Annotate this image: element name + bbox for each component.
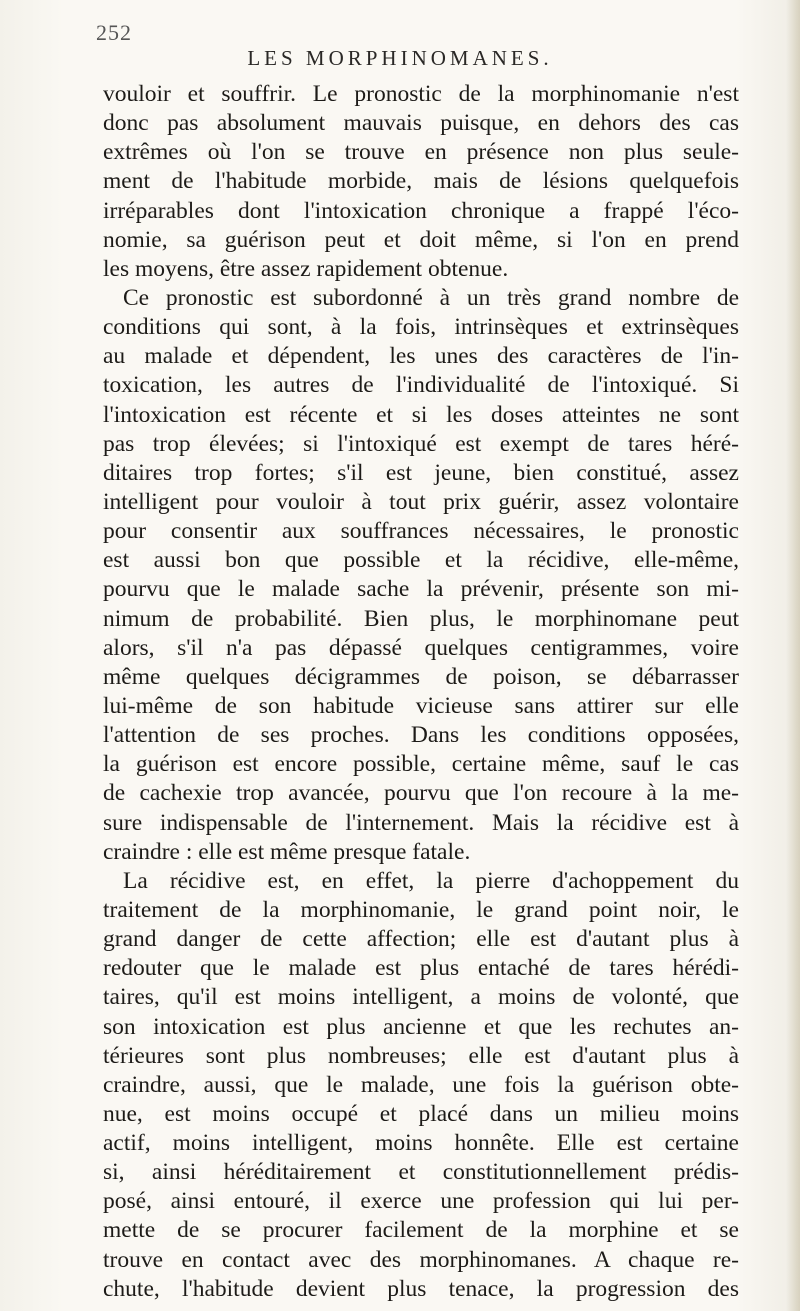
text-line: ment de l'habitude morbide, mais de lésions quelquefois <box>103 168 739 195</box>
text-line: son intoxication est plus ancienne et que les rechutes an- <box>103 1013 739 1040</box>
text-line: actif, moins intelligent, moins honnête. Elle est certaine <box>103 1130 739 1157</box>
text-line: La récidive est, en effet, la pierre d'achoppement du <box>123 867 739 894</box>
page-edge-shadow <box>786 0 800 1311</box>
text-line: lui-même de son habitude vicieuse sans attirer sur elle <box>103 692 739 719</box>
text-line: trouve en contact avec des morphinomanes. A chaque re- <box>103 1246 739 1273</box>
text-line: chute, l'habitude devient plus tenace, la progression des <box>103 1275 739 1302</box>
text-line: craindre, aussi, que le malade, une fois la guérison obte- <box>103 1071 739 1098</box>
text-line: l'attention de ses proches. Dans les conditions opposées, <box>103 722 739 749</box>
text-line: pourvu que le malade sache la prévenir, présente son mi- <box>103 576 739 603</box>
text-line: térieures sont plus nombreuses; elle est d'autant plus à <box>103 1042 739 1069</box>
text-line: traitement de la morphinomanie, le grand point noir, le <box>103 896 739 923</box>
text-line: alors, s'il n'a pas dépassé quelques centigrammes, voire <box>103 634 739 661</box>
text-line: mette de se procurer facilement de la morphine et se <box>103 1217 739 1244</box>
text-line: posé, ainsi entouré, il exerce une profession qui lui per- <box>103 1188 739 1215</box>
text-line: est aussi bon que possible et la récidive, elle-même, <box>103 547 739 574</box>
text-line: de cachexie trop avancée, pourvu que l'on recoure à la me- <box>103 780 739 807</box>
text-line: taires, qu'il est moins intelligent, a moins de volonté, que <box>103 984 739 1011</box>
text-line: Ce pronostic est subordonné à un très grand nombre de <box>123 284 739 311</box>
text-line: ditaires trop fortes; s'il est jeune, bien constitué, assez <box>103 459 739 486</box>
text-line: les moyens, être assez rapidement obtenue. <box>103 255 509 282</box>
text-line: même quelques décigrammes de poison, se débarrasser <box>103 663 739 690</box>
text-line: pas trop élevées; si l'intoxiqué est exempt de tares héré- <box>103 430 739 457</box>
text-line: irréparables dont l'intoxication chronique a frappé l'éco- <box>103 197 739 224</box>
running-head: LES MORPHINOMANES. <box>247 46 553 70</box>
page-number: 252 <box>96 20 132 45</box>
text-line: grand danger de cette affection; elle est d'autant plus à <box>103 926 739 953</box>
text-line: conditions qui sont, à la fois, intrinsèques et extrinsèques <box>103 314 739 341</box>
text-line: pour consentir aux souffrances nécessaires, le pronostic <box>103 518 739 545</box>
text-line: nimum de probabilité. Bien plus, le morphinomane peut <box>103 605 739 632</box>
text-line: redouter que le malade est plus entaché de tares hérédi- <box>103 955 739 982</box>
text-line: sure indispensable de l'internement. Mais la récidive est à <box>103 809 739 836</box>
text-line: nomie, sa guérison peut et doit même, si l'on en prend <box>103 226 739 253</box>
text-line: la guérison est encore possible, certaine même, sauf le cas <box>103 751 739 778</box>
text-line: craindre : elle est même presque fatale. <box>103 838 471 865</box>
text-line: intelligent pour vouloir à tout prix guérir, assez volontaire <box>103 488 739 515</box>
body-text <box>103 80 739 1304</box>
text-line: nue, est moins occupé et placé dans un milieu moins <box>103 1100 739 1127</box>
text-line: au malade et dépendent, les unes des caractères de l'in- <box>103 343 739 370</box>
text-line: extrêmes où l'on se trouve en présence non plus seule- <box>103 139 739 166</box>
text-line: donc pas absolument mauvais puisque, en dehors des cas <box>103 110 739 137</box>
text-line: l'intoxication est récente et si les doses atteintes ne sont <box>103 401 739 428</box>
text-line: si, ainsi héréditairement et constitutionnellement prédis- <box>103 1159 739 1186</box>
text-line: vouloir et souffrir. Le pronostic de la morphinomanie n'est <box>103 81 739 107</box>
text-line: toxication, les autres de l'individualité de l'intoxiqué. Si <box>103 372 739 399</box>
